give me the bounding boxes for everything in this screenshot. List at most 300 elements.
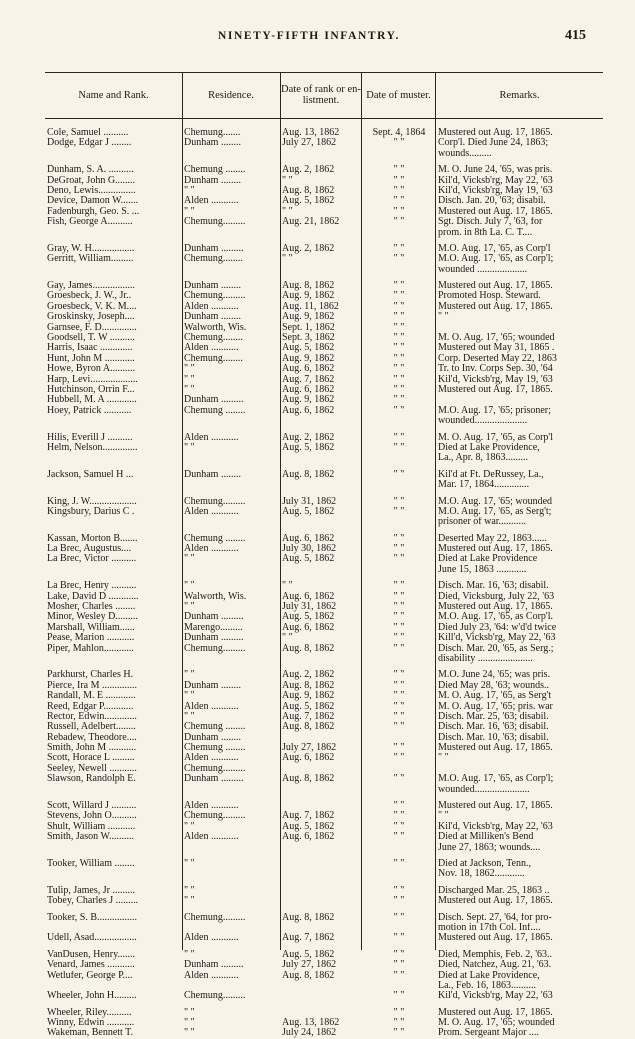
cell-remarks: Sgt. Disch. July 7, '63, for (438, 217, 543, 228)
header-name: Name and Rank. (78, 89, 149, 101)
cell-residence: " " (184, 374, 195, 385)
cell-name: Seeley, Newell ........... (47, 763, 137, 774)
cell-remarks: Promoted Hosp. Steward. (438, 291, 541, 302)
cell-name: Smith, John M ........... (47, 743, 137, 754)
cell-rank-date: Aug. 2, 1862 (282, 670, 335, 681)
cell-residence: Chemung......... (184, 763, 246, 774)
table-row (45, 950, 603, 960)
cell-residence: Alden ........... (184, 970, 239, 981)
cell-rank-date: Aug. 2, 1862 (282, 432, 335, 443)
cell-remarks: Died, Natchez, Aug. 21, '63. (438, 960, 552, 971)
cell-muster-date: " " (393, 643, 405, 654)
cell-residence: Dunham ........ (184, 138, 241, 149)
cell-rank-date: Aug. 8, 1862 (282, 185, 335, 196)
cell-remarks: M.O. Aug. 17, '65, as Corp'l; (438, 774, 554, 785)
cell-remarks: Mustered out Aug. 17, 1865. (438, 933, 553, 944)
cell-muster-date: " " (393, 301, 405, 312)
cell-remarks: Disch. Mar. 25, '63; disabil. (438, 711, 549, 722)
header-bottom-rule (45, 118, 603, 119)
cell-residence: " " (184, 581, 195, 592)
cell-rank-date: July 24, 1862 (282, 1028, 337, 1039)
cell-name: Smith, Jason W.......... (47, 832, 134, 843)
cell-muster-date: " " (393, 612, 405, 623)
table-row (45, 364, 603, 374)
cell-muster-date: " " (393, 801, 405, 812)
table-row (45, 743, 603, 753)
cell-remarks: Disch. Sept. 27, '64, for pro- (438, 912, 552, 923)
table-row (45, 691, 603, 701)
cell-residence: Chemung........ (184, 254, 243, 265)
cell-name: Gerritt, William......... (47, 254, 134, 265)
cell-muster-date: " " (393, 885, 405, 896)
cell-rank-date: Aug. 7, 1862 (282, 811, 335, 822)
cell-remarks: " " (438, 811, 449, 822)
cell-rank-date: Aug. 7, 1862 (282, 711, 335, 722)
cell-rank-date: Aug. 9, 1862 (282, 395, 335, 406)
cell-residence: " " (184, 442, 195, 453)
table-row (45, 981, 603, 991)
cell-rank-date: " " (282, 633, 293, 644)
cell-muster-date: " " (393, 832, 405, 843)
cell-remarks: M. O. Aug. 17, '65, as Corp'l (438, 432, 553, 443)
cell-rank-date: " " (282, 581, 293, 592)
cell-name: Wakeman, Bennett T. (47, 1028, 134, 1039)
cell-residence: " " (184, 185, 195, 196)
cell-muster-date: " " (393, 254, 405, 265)
table-row (45, 433, 603, 443)
cell-residence: Alden ........... (184, 544, 239, 555)
cell-remarks: Kil'd, Vicksb'rg, May 19, '63 (438, 185, 553, 196)
table-row (45, 991, 603, 1001)
cell-muster-date: " " (393, 469, 405, 480)
cell-residence: " " (184, 1028, 195, 1039)
cell-remarks: Disch. Mar. 20, '65, as Serg.; (438, 643, 554, 654)
cell-name: Harp, Levi................... (47, 374, 138, 385)
cell-muster-date: " " (393, 691, 405, 702)
table-row (45, 217, 603, 227)
table-row (45, 843, 603, 853)
table-row (45, 923, 603, 933)
cell-residence: Dunham ........ (184, 175, 241, 186)
cell-residence: Dunham ........ (184, 312, 241, 323)
cell-residence: Chemung......... (184, 811, 246, 822)
cell-rank-date: Sept. 1, 1862 (282, 322, 335, 333)
cell-rank-date: Aug. 8, 1862 (282, 774, 335, 785)
table-row (45, 265, 603, 275)
table-row (45, 196, 603, 206)
cell-name: Rebadew, Theodore.... (47, 732, 137, 743)
cell-remarks: Mustered out May 31, 1865 . (438, 343, 555, 354)
header-remarks: Remarks. (499, 89, 540, 101)
header-residence: Residence. (208, 89, 254, 101)
cell-muster-date: " " (393, 991, 405, 1002)
cell-remarks: Disch. Mar. 16, '63; disabil. (438, 581, 549, 592)
cell-remarks: M.O. Aug. 17, '65, as Corp'l; (438, 254, 554, 265)
cell-muster-date: " " (393, 970, 405, 981)
cell-muster-date: " " (393, 591, 405, 602)
table-row (45, 832, 603, 842)
table-row (45, 1008, 603, 1018)
cell-rank-date: July 31, 1862 (282, 496, 337, 507)
cell-muster-date: " " (393, 743, 405, 754)
cell-residence: Alden ........... (184, 432, 239, 443)
table-row (45, 764, 603, 774)
cell-name: Groesbeck, V. K. M.... (47, 301, 137, 312)
cell-name: Venard, James ........... (47, 960, 135, 971)
cell-name: Gray, W. H................. (47, 243, 135, 254)
cell-rank-date: Aug. 9, 1862 (282, 691, 335, 702)
cell-remarks: Disch. Mar. 10, '63; disabil. (438, 732, 549, 743)
table-row (45, 581, 603, 591)
cell-name: Tooker, William ........ (47, 859, 135, 869)
cell-muster-date: " " (393, 506, 405, 517)
cell-name: Dunham, S. A. .......... (47, 165, 134, 176)
cell-residence: Chemung ........ (184, 165, 246, 176)
cell-remarks: Died at Lake Providence (438, 554, 538, 565)
cell-name: Mosher, Charles ........ (47, 602, 136, 613)
cell-name: Pierce, Ira M .............. (47, 680, 137, 691)
cell-rank-date: " " (282, 175, 293, 186)
cell-remarks: Died at Milliken's Bend (438, 832, 534, 843)
cell-name: Lake, David D ............ (47, 591, 139, 602)
cell-muster-date: " " (393, 670, 405, 681)
cell-remarks: Mustered out Aug. 17, 1865. (438, 206, 553, 217)
table-row (45, 480, 603, 490)
cell-remarks: prom. in 8th La. C. T.... (438, 227, 533, 238)
cell-name: Randall, M. E ............ (47, 691, 136, 702)
cell-rank-date: Aug. 7, 1862 (282, 374, 335, 385)
cell-remarks: disability ...................... (438, 653, 533, 664)
cell-muster-date: " " (393, 196, 405, 207)
cell-remarks: Died, Memphis, Feb. 2, '63.. (438, 949, 553, 960)
table-row (45, 281, 603, 291)
cell-rank-date: Aug. 9, 1862 (282, 353, 335, 364)
cell-residence: " " (184, 1007, 195, 1018)
cell-name: Gay, James................. (47, 281, 135, 292)
cell-remarks: M.O. June 24, '65; was pris. (438, 670, 551, 681)
cell-remarks: Disch. Jan. 20, '63; disabil. (438, 196, 546, 207)
cell-residence: " " (184, 859, 195, 869)
cell-name: La Brec, Henry .......... (47, 581, 137, 592)
cell-residence: Alden ........... (184, 832, 239, 843)
cell-rank-date: " " (282, 206, 293, 217)
cell-muster-date: " " (393, 821, 405, 832)
table-row (45, 176, 603, 186)
cell-name: Howe, Byron A.......... (47, 364, 136, 375)
cell-remarks: Mustered out Aug. 17, 1865. (438, 301, 553, 312)
cell-muster-date: " " (393, 384, 405, 395)
cell-muster-date: " " (393, 711, 405, 722)
cell-remarks: wounded .................... (438, 264, 528, 275)
cell-residence: Dunham ......... (184, 774, 244, 785)
cell-residence: Alden ........... (184, 196, 239, 207)
cell-muster-date: " " (393, 374, 405, 385)
cell-rank-date: Aug. 6, 1862 (282, 384, 335, 395)
cell-rank-date: Aug. 5, 1862 (282, 343, 335, 354)
cell-remarks: June 15, 1863 ............ (438, 564, 527, 575)
cell-name: Fish, George A.......... (47, 217, 133, 228)
table-row (45, 323, 603, 333)
cell-muster-date: " " (393, 912, 405, 923)
cell-remarks: Mustered out Aug. 17, 1865. (438, 801, 553, 812)
cell-residence: " " (184, 885, 195, 896)
cell-remarks: " " (438, 312, 449, 323)
table-row (45, 291, 603, 301)
cell-remarks: Kill'd, Vicksb'rg, May 22, '63 (438, 633, 556, 644)
cell-residence: " " (184, 896, 195, 907)
table-row (45, 443, 603, 453)
cell-remarks: Mustered out Aug. 17, 1865. (438, 544, 553, 555)
cell-remarks: Prom. Sergeant Major .... (438, 1028, 539, 1039)
cell-name: Fadenburgh, Geo. S. ... (47, 206, 140, 217)
cell-remarks: June 27, 1863; wounds.... (438, 842, 541, 853)
page-title: NINETY-FIFTH INFANTRY. (218, 30, 400, 42)
cell-name: Hubbell, M. A ............ (47, 395, 137, 406)
cell-remarks: Corp'l. Died June 24, 1863; (438, 138, 549, 149)
cell-name: Groskinsky, Joseph.... (47, 312, 135, 323)
table-row (45, 554, 603, 564)
table-row (45, 712, 603, 722)
cell-name: DeGroat, John G........ (47, 175, 136, 186)
cell-residence: Dunham ......... (184, 395, 244, 406)
cell-residence: Chemung....... (184, 128, 241, 138)
cell-name: Hilis, Everill J .......... (47, 432, 133, 443)
table-row (45, 960, 603, 970)
table-row (45, 406, 603, 416)
cell-remarks: Mustered out Aug. 17, 1865. (438, 1007, 553, 1018)
cell-name: Groesbeck, J. W., Jr.. (47, 291, 132, 302)
cell-remarks: Died May 28, '63; wounds.. (438, 680, 549, 691)
cell-muster-date: " " (393, 933, 405, 944)
cell-remarks: Died, Vicksburg, July 22, '63 (438, 591, 555, 602)
table-row (45, 822, 603, 832)
cell-name: Wetlufer, George P.... (47, 970, 133, 981)
cell-residence: Dunham ........ (184, 732, 241, 743)
table-row (45, 612, 603, 622)
cell-rank-date: Sept. 3, 1862 (282, 333, 335, 344)
cell-muster-date: " " (393, 496, 405, 507)
cell-residence: Walworth, Wis. (184, 591, 247, 602)
cell-name: Wheeler, John H......... (47, 991, 137, 1002)
cell-name: Marshall, William...... (47, 622, 135, 633)
cell-rank-date: Aug. 5, 1862 (282, 506, 335, 517)
cell-name: Cole, Samuel .......... (47, 128, 129, 138)
cell-residence: " " (184, 554, 195, 565)
cell-rank-date: Aug. 8, 1862 (282, 970, 335, 981)
cell-remarks: M. O. Aug. 17, '65; wounded (438, 1018, 555, 1029)
cell-residence: Dunham ........ (184, 469, 241, 480)
table-row (45, 913, 603, 923)
table-row (45, 774, 603, 784)
cell-muster-date: " " (393, 243, 405, 254)
table-row (45, 733, 603, 743)
cell-muster-date: " " (393, 1028, 405, 1039)
cell-rank-date: Aug. 8, 1862 (282, 722, 335, 733)
cell-remarks: Kil'd, Vicksb'rg, May 19, '63 (438, 374, 553, 385)
cell-rank-date: Aug. 6, 1862 (282, 364, 335, 375)
cell-rank-date: Aug. 5, 1862 (282, 442, 335, 453)
cell-residence: Alden ........... (184, 301, 239, 312)
table-row (45, 244, 603, 254)
cell-muster-date: " " (393, 291, 405, 302)
cell-residence: Chemung ........ (184, 722, 246, 733)
cell-rank-date: Aug. 8, 1862 (282, 469, 335, 480)
cell-rank-date: Aug. 5, 1862 (282, 701, 335, 712)
cell-remarks: M. O. Aug. 17, '65, as Serg't (438, 691, 552, 702)
cell-rank-date: Aug. 5, 1862 (282, 554, 335, 565)
table-row (45, 670, 603, 680)
cell-name: Harris, Isaac ............. (47, 343, 133, 354)
cell-muster-date: " " (393, 680, 405, 691)
table-row (45, 702, 603, 712)
cell-residence: Alden ........... (184, 506, 239, 517)
table-row (45, 507, 603, 517)
cell-muster-date: " " (393, 722, 405, 733)
cell-rank-date: July 30, 1862 (282, 544, 337, 555)
table-row (45, 354, 603, 364)
table-row (45, 971, 603, 981)
table-row (45, 375, 603, 385)
cell-muster-date: " " (393, 960, 405, 971)
cell-remarks: Mustered out Aug. 17, 1865. (438, 128, 553, 138)
table-row (45, 753, 603, 763)
table-row (45, 801, 603, 811)
table-row (45, 534, 603, 544)
table-row (45, 811, 603, 821)
cell-muster-date: " " (393, 343, 405, 354)
cell-residence: Alden ........... (184, 701, 239, 712)
cell-rank-date: Aug. 11, 1862 (282, 301, 339, 312)
cell-name: Parkhurst, Charles H. (47, 670, 134, 681)
cell-residence: Alden ........... (184, 343, 239, 354)
cell-remarks: Mustered out Aug. 17, 1865. (438, 743, 553, 754)
cell-rank-date: Aug. 8, 1862 (282, 281, 335, 292)
table-row (45, 395, 603, 405)
cell-remarks: Deserted May 22, 1863...... (438, 533, 547, 544)
cell-rank-date: Aug. 6, 1862 (282, 591, 335, 602)
table-row (45, 128, 603, 138)
cell-rank-date: July 27, 1862 (282, 960, 337, 971)
cell-remarks: Mustered out Aug. 17, 1865. (438, 896, 553, 907)
table-row (45, 644, 603, 654)
cell-remarks: M.O. Aug. 17, '65, as Corp'l (438, 243, 551, 254)
cell-name: King, J. W................... (47, 496, 137, 507)
cell-residence: Alden ........... (184, 933, 239, 944)
cell-remarks: M.O. Aug. 17, '65; wounded (438, 496, 553, 507)
cell-residence: " " (184, 364, 195, 375)
cell-remarks: M. O. Aug. 17, '65; wounded (438, 333, 555, 344)
cell-residence: Alden ........... (184, 753, 239, 764)
cell-name: Tulip, James, Jr ......... (47, 885, 135, 896)
cell-name: La Brec, Victor .......... (47, 554, 137, 565)
table-row (45, 681, 603, 691)
cell-rank-date: Aug. 8, 1862 (282, 680, 335, 691)
cell-residence: Chemung......... (184, 643, 246, 654)
cell-remarks: M.O. Aug. 17, '65; prisoner; (438, 405, 551, 416)
cell-remarks: M. O. Aug. 17, '65; pris. war (438, 701, 553, 712)
table-row (45, 385, 603, 395)
cell-rank-date: Aug. 7, 1862 (282, 933, 335, 944)
cell-name: Scott, Horace L ......... (47, 753, 135, 764)
cell-name: Device, Damon W....... (47, 196, 139, 207)
cell-remarks: wounded...................... (438, 784, 530, 795)
cell-rank-date: Aug. 5, 1862 (282, 196, 335, 207)
cell-muster-date: " " (393, 622, 405, 633)
cell-name: Winny, Edwin ........... (47, 1018, 135, 1029)
cell-remarks: prisoner of war........... (438, 517, 527, 528)
table-row (45, 896, 603, 906)
table-row (45, 933, 603, 943)
cell-name: Jackson, Samuel H ... (47, 469, 134, 480)
cell-muster-date: " " (393, 633, 405, 644)
cell-remarks: M. O. June 24, '65, was pris. (438, 165, 553, 176)
table-row (45, 312, 603, 322)
cell-muster-date: " " (393, 364, 405, 375)
running-head (0, 30, 635, 46)
cell-muster-date: " " (393, 281, 405, 292)
table-body (45, 128, 603, 1039)
cell-muster-date: " " (393, 896, 405, 907)
table-row (45, 343, 603, 353)
cell-name: Garnsee, F. D.............. (47, 322, 137, 333)
table-row (45, 138, 603, 148)
cell-muster-date: " " (393, 859, 405, 869)
cell-name: Tooker, S. B................ (47, 912, 138, 923)
table-row (45, 722, 603, 732)
cell-muster-date: " " (393, 405, 405, 416)
cell-remarks: Tr. to Inv. Corps Sep. 30, '64 (438, 364, 553, 375)
cell-remarks: Mustered out Aug. 17, 1865. (438, 384, 553, 395)
cell-residence: " " (184, 384, 195, 395)
cell-name: Deno, Lewis............... (47, 185, 136, 196)
cell-muster-date: " " (393, 949, 405, 960)
cell-name: Slawson, Randolph E. (47, 774, 136, 785)
cell-muster-date: " " (393, 544, 405, 555)
cell-remarks: Kil'd at Ft. DeRussey, La., (438, 469, 544, 480)
cell-muster-date: " " (393, 774, 405, 785)
cell-rank-date: Aug. 6, 1862 (282, 533, 335, 544)
cell-name: Helm, Nelson.............. (47, 442, 138, 453)
table-row (45, 1028, 603, 1038)
roster-table (45, 72, 603, 1039)
table-row (45, 633, 603, 643)
cell-name: Pease, Marion ........... (47, 633, 135, 644)
cell-remarks: Disch. Mar. 16, '63; disabil. (438, 722, 549, 733)
cell-muster-date: " " (393, 432, 405, 443)
cell-muster-date: " " (393, 554, 405, 565)
cell-remarks: Mar. 17, 1864.............. (438, 480, 530, 491)
cell-residence: Chemung ........ (184, 743, 246, 754)
cell-residence: Walworth, Wis. (184, 322, 247, 333)
cell-rank-date: Aug. 13, 1862 (282, 1018, 340, 1029)
cell-name: Piper, Mahlon............ (47, 643, 134, 654)
table-row (45, 453, 603, 463)
cell-rank-date: Aug. 5, 1862 (282, 821, 335, 832)
cell-remarks: La., Feb. 16, 1863.......... (438, 980, 537, 991)
cell-remarks: Died at Lake Providence, (438, 970, 540, 981)
cell-residence: Dunham ......... (184, 243, 244, 254)
cell-residence: Chemung......... (184, 496, 246, 507)
cell-residence: Dunham ......... (184, 612, 244, 623)
cell-residence: " " (184, 821, 195, 832)
cell-rank-date: Aug. 5, 1862 (282, 949, 335, 960)
cell-residence: " " (184, 691, 195, 702)
cell-residence: Chemung ........ (184, 533, 246, 544)
cell-name: Rector, Edwin............. (47, 711, 137, 722)
cell-remarks: wounds......... (438, 148, 492, 159)
cell-remarks: wounded..................... (438, 416, 528, 427)
cell-rank-date: July 31, 1862 (282, 602, 337, 613)
